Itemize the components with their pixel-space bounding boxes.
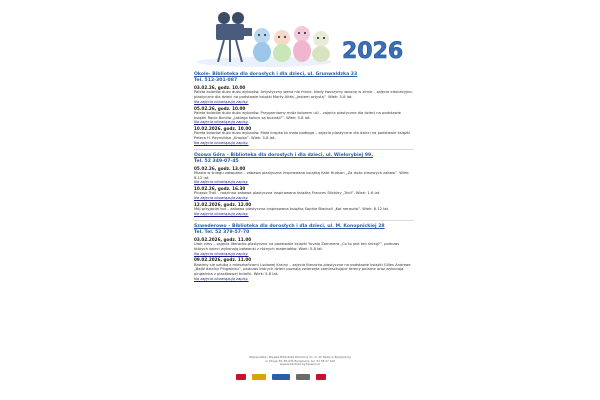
registration-note: Na zajęcia obowiązują zapisy. xyxy=(194,276,249,281)
poster-page xyxy=(186,0,414,400)
branch-section xyxy=(194,153,414,217)
section-divider xyxy=(194,149,414,150)
event-date: 12.02.2026, godz. 12.00 xyxy=(194,201,252,207)
event-description: Bawimy się sztuką z mieszkańcami Ludowej Krainy – zajęcia literacko-plastyczne na podstawie książki Gilles Andreae „Bądź dzielny Pingwinku”, podczas których dzieci poznają zwierzęta zamieszkujące tereny polarne oraz wykonają pingwinka z plastikowej butelki. Wiek: 5-8 lat. xyxy=(194,262,411,277)
event-date: 09.02.2026, godz. 11.00 xyxy=(194,257,252,263)
logo-3 xyxy=(272,374,290,380)
registration-note: Na zajęcia obowiązują zapisy. xyxy=(194,120,249,125)
section-divider xyxy=(194,220,414,221)
logo-1 xyxy=(236,374,246,380)
logo-2 xyxy=(252,374,266,380)
event-description: Urok zimy – zajęcia literacko-plastyczne na podstawie książki Yuvala Zommera „Co to jest ten śnieg?”, podczas których dzieci wykonają bałwanki z różnych materiałów. Wiek: 5-8 lat. xyxy=(194,242,400,251)
event-date: 03.02.26, godz. 10.00 xyxy=(194,85,246,90)
footer xyxy=(186,356,414,367)
branch-phone: Tel. 512-301-087 xyxy=(194,78,238,83)
event-description: Paleta kolorów dużo dużo wyborów. Mała kropka to mała podłoga – zajęcia plastyczne dla dzieci na podstawie książki Petera H. Reynoldsa „Kropka”. Wiek: 5-8 lat. xyxy=(194,131,411,141)
branch-title: Okole- Biblioteka dla dorosłych i dla dzieci, ul. Grunwaldzka 33 xyxy=(194,72,358,77)
branch-title: Szwederowo – Biblioteka dla dorosłych i dla dzieci, ul. M. Konopnickiej 28 xyxy=(194,223,385,229)
registration-note: Na zajęcia obowiązują zapisy. xyxy=(194,99,249,104)
event-date: 05.02.26, godz. 13.00 xyxy=(194,165,246,171)
footer-line: Wojewódzka i Miejska Biblioteka Publiczna im. dr. W. Bełzy w Bydgoszczy xyxy=(248,355,352,359)
event-date: 10.02.2026, godz. 10.00 xyxy=(194,126,252,132)
logo-4 xyxy=(296,374,310,380)
schedule-content xyxy=(194,72,414,284)
footer-line: ul. Długa 39, 85-034 Bydgoszcz, tel. 52 58 27 100 xyxy=(264,358,336,363)
event-description: Miasto w śniegu zakopane – zabawa plastyczna inspirowana książką Kate Hudson „Za dużo zimowych zabaw”. Wiek: 8-12 lat. xyxy=(194,170,410,180)
event-date: 03.02.2026, godz. 11.00 xyxy=(194,236,252,242)
year-label: 2026 xyxy=(342,39,404,64)
branch-section xyxy=(194,72,414,146)
event-description: Mój przyjaciel kot – zabawa plastyczna inspirowana książką Sophie Blackall „Kot nerauda”. Wiek: 8-12 lat. xyxy=(194,207,390,212)
branch-section xyxy=(194,224,414,282)
event-date: 10.02.26, godz. 16.30 xyxy=(194,186,246,192)
character-3 xyxy=(293,26,311,62)
banner-illustration xyxy=(194,6,408,68)
event-description: Picasso Troll – rodzinna zabawa plastyczna inspirowana książką Frances Stickley „Troll”. Wiek: 1-6 lat. xyxy=(194,191,381,196)
partner-logos xyxy=(236,372,376,382)
registration-note: Na zajęcia obowiązują zapisy. xyxy=(194,196,249,201)
registration-note: Na zajęcia obowiązują zapisy. xyxy=(194,180,249,185)
branch-title: Osowa Góra – Biblioteka dla dorosłych i dla dzieci, ul. Wielorybiej 99, xyxy=(194,152,373,158)
character-1 xyxy=(253,28,271,62)
footer-line: www.biblioteka.bydgoszcz.pl xyxy=(279,362,321,367)
event-description: Paleta kolorów dużo dużo wyborów. Przygarniamy mróz kolorem uśl – zajęcia plastyczne dla dzieci na podstawie książki Rocio Bonilla „Jakiego koloru są buziaki?”. Wiek: 5-8 lat. xyxy=(194,110,401,120)
event-date: 05.02.26, godz. 10.00 xyxy=(194,105,246,111)
registration-note: Na zajęcia obowiązują zapisy. xyxy=(194,211,249,216)
branch-phone: Tel. 52 349-07-45 xyxy=(194,158,239,164)
logo-5 xyxy=(316,374,326,380)
event-description: Paleta kolorów dużo dużo wyborów. Artystyczny wena nie minie, kiedy tworzymy wiosnę w zimie – zajęcia edukacyjno-plastyczne dla dzieci na podstawie książki Marty Altés „Jestem artystą”. Wiek: 5-8 lat. xyxy=(194,90,413,100)
registration-note: Na zajęcia obowiązują zapisy. xyxy=(194,251,249,256)
registration-note: Na zajęcia obowiązują zapisy. xyxy=(194,140,249,145)
branch-phone: Tel. Tel. 52 379-57-70 xyxy=(194,229,250,235)
